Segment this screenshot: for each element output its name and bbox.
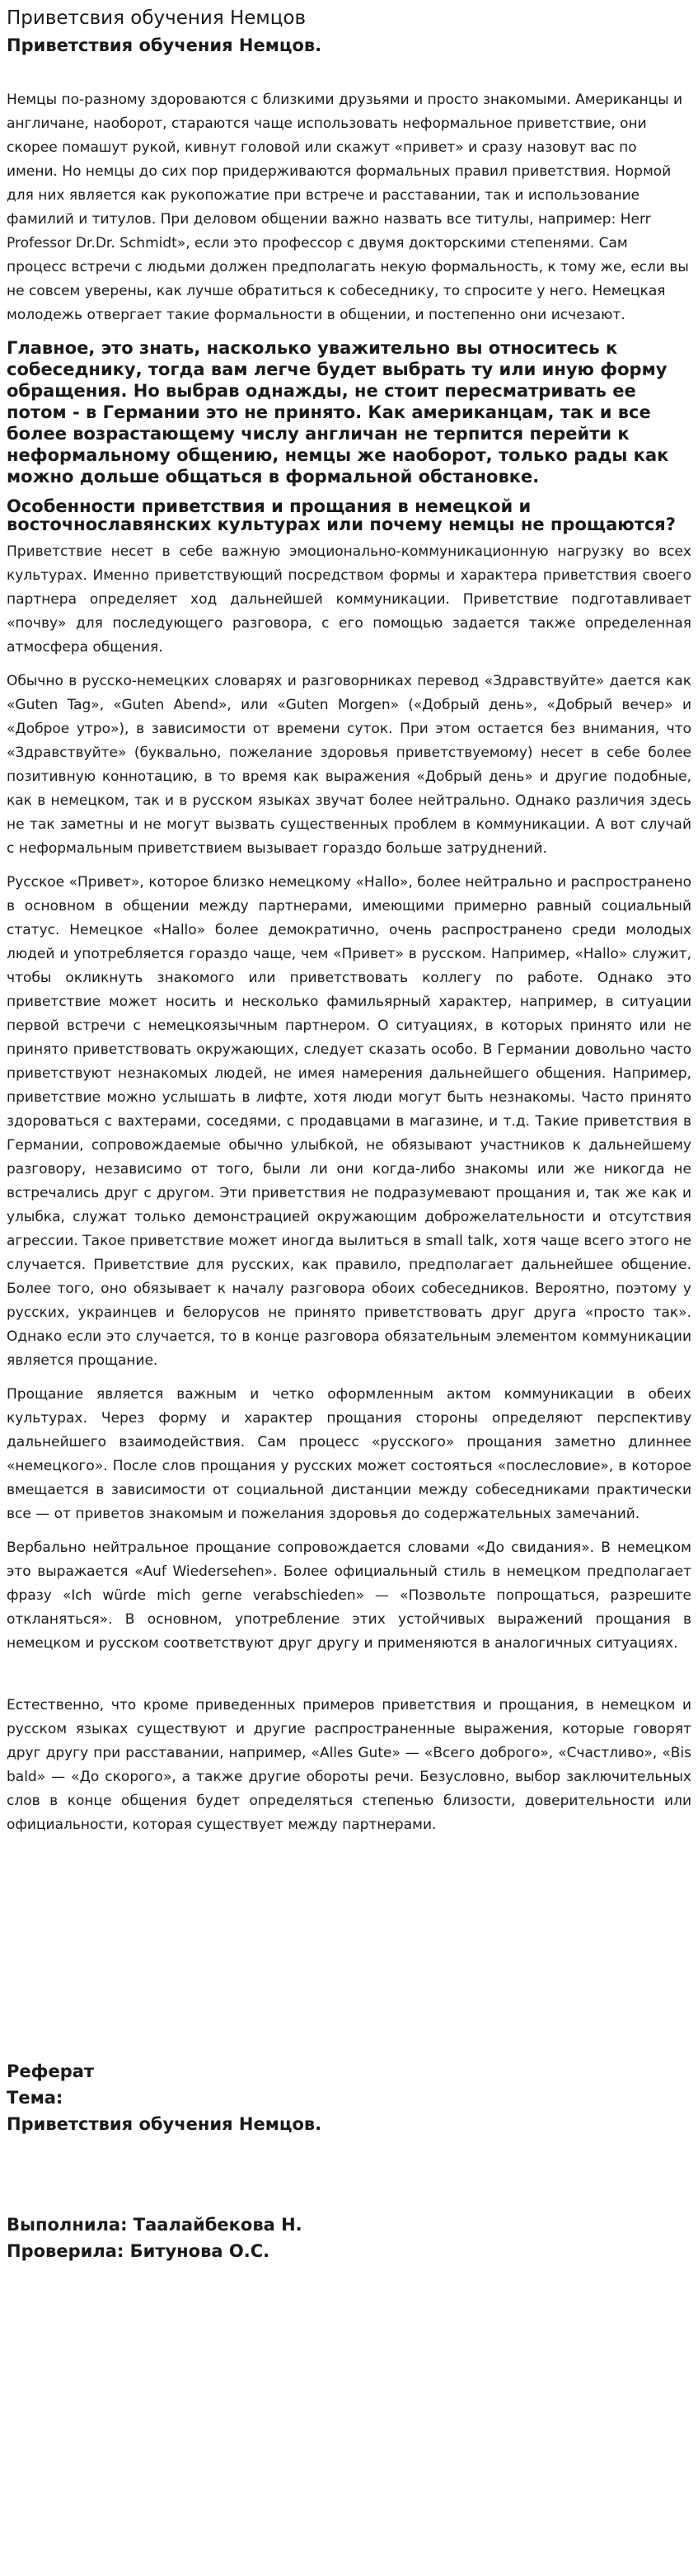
section-heading: Особенности приветствия и прощания в немецкой и восточнославянских культурах или почему немцы не прощаются? [7,496,676,534]
document-subtitle: Приветствия обучения Немцов. [7,35,322,55]
body-paragraph-2: Обычно в русско-немецких словарях и разговорниках перевод «Здравствуйте» дается как «Guten Tag», «Guten Abend», или «Guten Morgen» («Добрый день», «Добрый вечер» и «Доброе утро»), в зависимости от времени суток. При этом остается без внимания, что «Здравствуйте» (буквально, пожелание здоровья приветствуемому) несет в себе более позитивную коннотацию, в то время как выражения «Добрый день» и другие подобные, как в немецком, так и в русском языках звучат более нейтрально. Однако различия здесь не так заметны и не могут вызвать существенных проблем в коммуникации. А вот случай с неформальным приветствием вызывает гораздо больше затруднений. [7,673,691,857]
closing-spacer [7,2137,691,2212]
report-label: Реферат [7,2061,95,2081]
body-paragraph-3: Русское «Привет», которое близко немецкому «Hallo», более нейтрально и распространено в основном в общении между партнерами, имеющими примерно равный социальный статус. Немецкое «Hallo» более демократично, очень распространено среди молодых людей и употребляется гораздо чаще, чем «Привет» в русском. Например, «Hallo» служит, чтобы окликнуть знакомого или приветствовать коллегу по работе. Однако это приветствие может носить и несколько фамильярный характер, например, в ситуации первой встречи с немецкоязычным партнером. О ситуациях, в которых принято или не принято приветствовать окружающих, следует сказать особо. В Германии довольно часто приветствуют незнакомых людей, не имея намерения дальнейшего общения. Например, приветствие можно услышать в лифте, хотя люди могут быть незнакомы. Часто принято здороваться с вахтерами, соседями, с продавцами в магазине, и т.д. Такие приветствия в Германии, сопровождаемые обычно улыбкой, не обязывают участников к дальнейшему разговору, независимо от того, были ли они когда-либо знакомы или же никогда не встречались друг с другом. Эти приветствия не подразумевают прощания и, так же как и улыбка, служат только демонстрацией окружающим доброжелательности и отсутствия агрессии. Такое приветствие может иногда вылиться в small talk, хотя чаще всего этого не случается. Приветствие для русских, как правило, предполагает дальнейшее общение. Более того, оно обязывает к началу разговора обоих собеседников. Вероятно, поэтому у русских, украинцев и белорусов не принято приветствовать друг друга «просто так». Однако если это случается, то в конце разговора обязательным элементом коммуникации является прощание. [7,874,691,1369]
body-paragraph-5: Вербально нейтральное прощание сопровождается словами «До свидания». В немецком это выражается «Auf Wiedersehen». Более официальный стиль в немецком предполагает фразу «Ich würde mich gerne verabschieden» — «Позвольте попрощаться, разрешите откланяться». В основном, употребление этих устойчивых выражений прощания в немецком и русском соответствуют друг другу и применяются в аналогичных ситуациях. [7,1539,691,1652]
emphasis-paragraph: Главное, это знать, насколько уважительно вы относитесь к собеседнику, тогда вам легче будет выбрать ту или иную форму обращения. Но выбрав однажды, не стоит пересматривать ее потом - в Германии это не принято. Как американцам, так и все более возрастающему числу англичан не терпится перейти к неформальному общению, немцы же наоборот, только рады как можно дольше общаться в формальной обстановке. [7,338,669,487]
final-paragraph: Естественно, что кроме приведенных примеров приветствия и прощания, в немецком и русском языках существуют и другие распространенные выражения, которые говорят друг другу при расставании, например, «Alles Gute» — «Всего доброго», «Счастливо», «Bis bald» — «До скорого», а также другие обороты речи. Безусловно, выбор заключительных слов в конце общения будет определяться степенью близости, доверительности или официальности, которая существует между партнерами. [7,1697,691,1833]
intro-paragraph: Немцы по-разному здороваются с близкими друзьями и просто знакомыми. Американцы и англичане, наоборот, стараются чаще использовать неформальное приветствие, они скорее помашут рукой, кивнут головой или скажут «привет» и сразу назовут вас по имени. Но немцы до сих пор придерживаются формальных правил приветствия. Нормой для них является как рукопожатие при встрече и расставании, так и использование фамилий и титулов. При деловом общении важно назвать все титулы, например: Herr Professor Dr.Dr. Schmidt», если это профессор с двумя докторскими степенями. Сам процесс встречи с людьми должен предполагать некую формальность, к тому же, если вы не совсем уверены, как лучше обратиться к собеседнику, то спросите у него. Немецкая молодежь отвергает такие формальности в общении, и постепенно они исчезают. [7,92,689,323]
topic-label: Тема: [7,2088,63,2108]
topic-value: Приветствия обучения Немцов. [7,2114,322,2134]
checked-by: Проверила: Битунова О.С. [7,2241,270,2261]
body-paragraph-1: Приветствие несет в себе важную эмоционально-коммуникационную нагрузку во всех культурах. Именно приветствующий посредством формы и характера приветствия своего партнера определяет ход дальнейшей коммуникации. Приветствие подготавливает «почву» для последующего разговора, с его помощью задается также определенная атмосфера общения. [7,543,691,656]
closing-block [7,2058,691,2264]
performed-by: Выполнила: Таалайбекова Н. [7,2215,302,2235]
body-paragraph-4: Прощание является важным и четко оформленным актом коммуникации в обеих культурах. Через форму и характер прощания стороны определяют перспективу дальнейшего взаимодействия. Сам процесс «русского» прощания заметно длиннее «немецкого». После слов прощания у русских может состояться «послесловие», в которое вмещается в зависимости от социальной дистанции между собеседниками практически все — от приветов знакомым и пожелания здоровья до содержательных замечаний. [7,1386,691,1522]
document-title: Приветсвия обучения Немцов [7,7,307,29]
